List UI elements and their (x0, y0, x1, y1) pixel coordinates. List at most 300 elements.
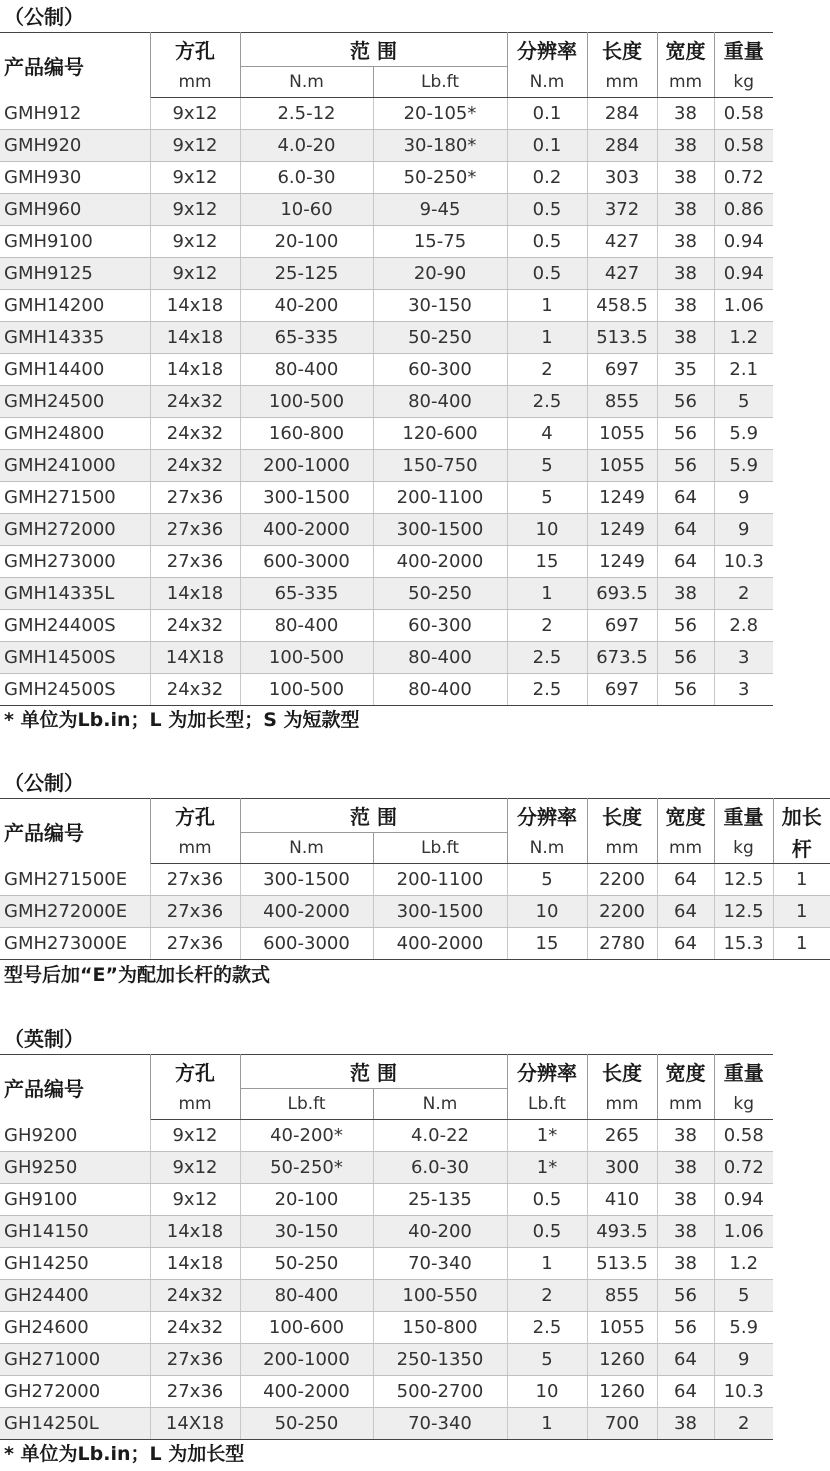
unit-range-2: Lb.ft (373, 833, 507, 864)
cell-width: 38 (657, 258, 714, 290)
cell-range-secondary: 25-135 (373, 1184, 507, 1216)
cell-range-secondary: 80-400 (373, 386, 507, 418)
cell-square-hole: 14x18 (150, 322, 240, 354)
table-row (0, 1152, 773, 1184)
cell-range-primary: 25-125 (240, 258, 373, 290)
cell-range-primary: 300-1500 (240, 482, 373, 514)
cell-range-secondary: 6.0-30 (373, 1152, 507, 1184)
cell-length: 513.5 (587, 322, 657, 354)
header-extension-rod-top: 加长 (773, 799, 830, 833)
cell-square-hole: 27x36 (150, 1376, 240, 1408)
unit-resolution: N.m (507, 833, 587, 864)
cell-weight: 9 (714, 514, 773, 546)
cell-length: 493.5 (587, 1216, 657, 1248)
cell-width: 64 (657, 928, 714, 960)
cell-length: 284 (587, 130, 657, 162)
cell-resolution: 1 (507, 290, 587, 322)
table-row (0, 642, 773, 674)
spec-table-imperial (0, 1054, 773, 1440)
cell-width: 38 (657, 290, 714, 322)
table-row (0, 1280, 773, 1312)
cell-width: 56 (657, 1312, 714, 1344)
cell-product-code: GMH14335L (0, 578, 150, 610)
cell-range-primary: 4.0-20 (240, 130, 373, 162)
cell-resolution: 10 (507, 1376, 587, 1408)
cell-length: 303 (587, 162, 657, 194)
cell-product-code: GMH241000 (0, 450, 150, 482)
cell-range-secondary: 100-550 (373, 1280, 507, 1312)
section-title: （公制） (4, 5, 84, 29)
cell-square-hole: 14x18 (150, 354, 240, 386)
unit-range-2: N.m (373, 1089, 507, 1120)
cell-resolution: 0.5 (507, 226, 587, 258)
cell-range-primary: 200-1000 (240, 1344, 373, 1376)
cell-product-code: GMH272000E (0, 896, 150, 928)
cell-resolution: 2.5 (507, 642, 587, 674)
cell-width: 38 (657, 162, 714, 194)
cell-resolution: 5 (507, 482, 587, 514)
unit-resolution: Lb.ft (507, 1089, 587, 1120)
cell-product-code: GH271000 (0, 1344, 150, 1376)
header-square-hole: 方孔 (150, 1055, 240, 1089)
cell-product-code: GMH24400S (0, 610, 150, 642)
cell-resolution: 1 (507, 1248, 587, 1280)
table-row (0, 514, 773, 546)
cell-range-secondary: 20-90 (373, 258, 507, 290)
table-row (0, 610, 773, 642)
cell-product-code: GH9100 (0, 1184, 150, 1216)
cell-range-primary: 2.5-12 (240, 98, 373, 130)
header-resolution: 分辨率 (507, 33, 587, 67)
cell-weight: 2.1 (714, 354, 773, 386)
cell-length: 1055 (587, 1312, 657, 1344)
cell-range-secondary: 500-2700 (373, 1376, 507, 1408)
cell-product-code: GMH24800 (0, 418, 150, 450)
cell-weight: 1.06 (714, 1216, 773, 1248)
cell-range-secondary: 400-2000 (373, 928, 507, 960)
header-width: 宽度 (657, 1055, 714, 1089)
cell-range-secondary: 300-1500 (373, 514, 507, 546)
cell-range-secondary: 70-340 (373, 1408, 507, 1440)
cell-square-hole: 27x36 (150, 928, 240, 960)
cell-width: 56 (657, 386, 714, 418)
cell-resolution: 1* (507, 1120, 587, 1152)
cell-range-primary: 100-500 (240, 674, 373, 706)
cell-square-hole: 9x12 (150, 1184, 240, 1216)
cell-square-hole: 27x36 (150, 896, 240, 928)
cell-square-hole: 14x18 (150, 1216, 240, 1248)
cell-weight: 15.3 (714, 928, 773, 960)
cell-length: 1260 (587, 1344, 657, 1376)
cell-square-hole: 24x32 (150, 450, 240, 482)
cell-range-primary: 50-250* (240, 1152, 373, 1184)
table-row (0, 1408, 773, 1440)
cell-width: 64 (657, 1376, 714, 1408)
table-row (0, 322, 773, 354)
header-width: 宽度 (657, 33, 714, 67)
cell-range-secondary: 50-250 (373, 578, 507, 610)
cell-range-primary: 200-1000 (240, 450, 373, 482)
cell-resolution: 5 (507, 450, 587, 482)
cell-weight: 1.2 (714, 322, 773, 354)
header-length: 长度 (587, 799, 657, 833)
cell-width: 38 (657, 98, 714, 130)
cell-width: 56 (657, 450, 714, 482)
cell-product-code: GMH960 (0, 194, 150, 226)
cell-resolution: 0.1 (507, 130, 587, 162)
cell-weight: 2 (714, 578, 773, 610)
cell-length: 1055 (587, 418, 657, 450)
cell-extension-rod: 1 (773, 896, 830, 928)
cell-square-hole: 14x18 (150, 290, 240, 322)
cell-range-primary: 80-400 (240, 354, 373, 386)
header-range: 范 围 (240, 33, 507, 67)
cell-length: 427 (587, 226, 657, 258)
cell-weight: 0.94 (714, 226, 773, 258)
cell-width: 64 (657, 482, 714, 514)
cell-range-primary: 10-60 (240, 194, 373, 226)
cell-square-hole: 14X18 (150, 1408, 240, 1440)
cell-range-primary: 65-335 (240, 578, 373, 610)
cell-range-primary: 400-2000 (240, 896, 373, 928)
cell-square-hole: 9x12 (150, 130, 240, 162)
cell-length: 427 (587, 258, 657, 290)
header-length: 长度 (587, 33, 657, 67)
table-row (0, 354, 773, 386)
cell-length: 1249 (587, 482, 657, 514)
cell-length: 300 (587, 1152, 657, 1184)
cell-width: 56 (657, 674, 714, 706)
spec-table-metric (0, 32, 773, 706)
cell-weight: 2 (714, 1408, 773, 1440)
cell-resolution: 0.5 (507, 1216, 587, 1248)
cell-width: 38 (657, 130, 714, 162)
cell-resolution: 0.5 (507, 1184, 587, 1216)
table-row (0, 1184, 773, 1216)
cell-product-code: GMH920 (0, 130, 150, 162)
cell-weight: 10.3 (714, 546, 773, 578)
cell-weight: 0.72 (714, 162, 773, 194)
cell-resolution: 2.5 (507, 674, 587, 706)
cell-weight: 0.58 (714, 130, 773, 162)
cell-range-secondary: 50-250* (373, 162, 507, 194)
cell-square-hole: 9x12 (150, 98, 240, 130)
cell-length: 855 (587, 1280, 657, 1312)
unit-weight: kg (714, 1089, 773, 1120)
cell-range-primary: 100-500 (240, 642, 373, 674)
header-width: 宽度 (657, 799, 714, 833)
cell-product-code: GMH14335 (0, 322, 150, 354)
section-title: （公制） (4, 771, 84, 795)
cell-product-code: GMH14200 (0, 290, 150, 322)
cell-product-code: GMH273000E (0, 928, 150, 960)
cell-range-primary: 6.0-30 (240, 162, 373, 194)
cell-resolution: 5 (507, 864, 587, 896)
cell-weight: 5.9 (714, 418, 773, 450)
cell-resolution: 2.5 (507, 1312, 587, 1344)
cell-extension-rod: 1 (773, 864, 830, 896)
header-weight: 重量 (714, 799, 773, 833)
cell-product-code: GH272000 (0, 1376, 150, 1408)
cell-width: 64 (657, 864, 714, 896)
table-row (0, 578, 773, 610)
cell-range-secondary: 300-1500 (373, 896, 507, 928)
cell-weight: 12.5 (714, 896, 773, 928)
cell-range-secondary: 30-150 (373, 290, 507, 322)
cell-length: 693.5 (587, 578, 657, 610)
cell-range-primary: 65-335 (240, 322, 373, 354)
table-row (0, 130, 773, 162)
cell-range-primary: 100-600 (240, 1312, 373, 1344)
cell-range-primary: 300-1500 (240, 864, 373, 896)
cell-width: 38 (657, 578, 714, 610)
table-row (0, 194, 773, 226)
cell-weight: 0.86 (714, 194, 773, 226)
section-title: （英制） (4, 1027, 84, 1051)
cell-weight: 0.94 (714, 258, 773, 290)
header-length: 长度 (587, 1055, 657, 1089)
cell-weight: 0.58 (714, 98, 773, 130)
unit-range-1: Lb.ft (240, 1089, 373, 1120)
cell-weight: 5 (714, 1280, 773, 1312)
cell-resolution: 10 (507, 896, 587, 928)
cell-length: 1260 (587, 1376, 657, 1408)
cell-resolution: 2 (507, 354, 587, 386)
cell-range-secondary: 40-200 (373, 1216, 507, 1248)
table-row (0, 928, 830, 960)
unit-weight: kg (714, 833, 773, 864)
cell-square-hole: 9x12 (150, 1152, 240, 1184)
table-row (0, 450, 773, 482)
unit-resolution: N.m (507, 67, 587, 98)
header-range: 范 围 (240, 799, 507, 833)
header-extension-rod-bottom: 杆 (773, 833, 830, 864)
cell-range-secondary: 200-1100 (373, 482, 507, 514)
cell-weight: 2.8 (714, 610, 773, 642)
cell-square-hole: 14x18 (150, 1248, 240, 1280)
cell-length: 1055 (587, 450, 657, 482)
cell-extension-rod: 1 (773, 928, 830, 960)
cell-range-secondary: 150-800 (373, 1312, 507, 1344)
cell-range-primary: 30-150 (240, 1216, 373, 1248)
cell-range-secondary: 50-250 (373, 322, 507, 354)
cell-product-code: GMH9125 (0, 258, 150, 290)
cell-length: 2200 (587, 864, 657, 896)
cell-product-code: GH14150 (0, 1216, 150, 1248)
cell-range-secondary: 120-600 (373, 418, 507, 450)
cell-product-code: GMH24500 (0, 386, 150, 418)
cell-product-code: GMH272000 (0, 514, 150, 546)
cell-product-code: GH9200 (0, 1120, 150, 1152)
header-square-hole: 方孔 (150, 799, 240, 833)
cell-product-code: GH14250 (0, 1248, 150, 1280)
cell-resolution: 10 (507, 514, 587, 546)
cell-resolution: 0.5 (507, 194, 587, 226)
cell-width: 38 (657, 1184, 714, 1216)
cell-range-primary: 80-400 (240, 610, 373, 642)
cell-product-code: GH24400 (0, 1280, 150, 1312)
cell-weight: 0.58 (714, 1120, 773, 1152)
cell-product-code: GH9250 (0, 1152, 150, 1184)
header-range: 范 围 (240, 1055, 507, 1089)
footnote: * 单位为Lb.in；L 为加长型；S 为短款型 (4, 709, 360, 731)
cell-range-primary: 400-2000 (240, 514, 373, 546)
cell-square-hole: 27x36 (150, 1344, 240, 1376)
cell-range-secondary: 20-105* (373, 98, 507, 130)
cell-square-hole: 14X18 (150, 642, 240, 674)
footnote: 型号后加“E”为配加长杆的款式 (4, 964, 270, 986)
cell-resolution: 1 (507, 1408, 587, 1440)
table-row (0, 386, 773, 418)
unit-length: mm (587, 67, 657, 98)
cell-length: 2780 (587, 928, 657, 960)
cell-length: 697 (587, 674, 657, 706)
cell-width: 35 (657, 354, 714, 386)
table-row (0, 1216, 773, 1248)
cell-product-code: GMH271500E (0, 864, 150, 896)
table-row (0, 1376, 773, 1408)
cell-range-primary: 20-100 (240, 1184, 373, 1216)
cell-length: 372 (587, 194, 657, 226)
cell-square-hole: 27x36 (150, 514, 240, 546)
cell-resolution: 1 (507, 322, 587, 354)
cell-range-primary: 600-3000 (240, 928, 373, 960)
cell-width: 38 (657, 322, 714, 354)
unit-width: mm (657, 1089, 714, 1120)
cell-width: 38 (657, 1152, 714, 1184)
cell-length: 458.5 (587, 290, 657, 322)
cell-width: 38 (657, 1120, 714, 1152)
cell-range-primary: 20-100 (240, 226, 373, 258)
cell-weight: 5.9 (714, 450, 773, 482)
cell-product-code: GMH271500 (0, 482, 150, 514)
cell-range-primary: 50-250 (240, 1248, 373, 1280)
cell-resolution: 0.5 (507, 258, 587, 290)
cell-product-code: GMH14400 (0, 354, 150, 386)
cell-range-primary: 100-500 (240, 386, 373, 418)
cell-product-code: GMH930 (0, 162, 150, 194)
unit-weight: kg (714, 67, 773, 98)
table-row (0, 546, 773, 578)
cell-range-secondary: 80-400 (373, 642, 507, 674)
cell-product-code: GMH24500S (0, 674, 150, 706)
cell-width: 38 (657, 1216, 714, 1248)
cell-product-code: GMH912 (0, 98, 150, 130)
cell-range-primary: 50-250 (240, 1408, 373, 1440)
table-row (0, 290, 773, 322)
table-row (0, 1312, 773, 1344)
table-row (0, 98, 773, 130)
cell-square-hole: 24x32 (150, 1280, 240, 1312)
cell-width: 56 (657, 418, 714, 450)
unit-width: mm (657, 833, 714, 864)
cell-square-hole: 9x12 (150, 194, 240, 226)
cell-length: 700 (587, 1408, 657, 1440)
cell-length: 513.5 (587, 1248, 657, 1280)
cell-range-secondary: 60-300 (373, 354, 507, 386)
footnote: * 单位为Lb.in；L 为加长型 (4, 1443, 245, 1465)
cell-weight: 3 (714, 642, 773, 674)
table-row (0, 896, 830, 928)
cell-range-secondary: 400-2000 (373, 546, 507, 578)
cell-resolution: 2.5 (507, 386, 587, 418)
cell-square-hole: 27x36 (150, 546, 240, 578)
cell-weight: 0.72 (714, 1152, 773, 1184)
cell-weight: 1.2 (714, 1248, 773, 1280)
cell-square-hole: 9x12 (150, 1120, 240, 1152)
header-resolution: 分辨率 (507, 799, 587, 833)
header-product-code: 产品编号 (0, 33, 150, 98)
cell-resolution: 2 (507, 1280, 587, 1312)
cell-resolution: 2 (507, 610, 587, 642)
unit-range-2: Lb.ft (373, 67, 507, 98)
cell-square-hole: 24x32 (150, 386, 240, 418)
cell-square-hole: 27x36 (150, 864, 240, 896)
cell-weight: 1.06 (714, 290, 773, 322)
cell-weight: 12.5 (714, 864, 773, 896)
cell-weight: 10.3 (714, 1376, 773, 1408)
cell-product-code: GH14250L (0, 1408, 150, 1440)
table-row (0, 226, 773, 258)
table-row (0, 162, 773, 194)
cell-width: 56 (657, 610, 714, 642)
unit-hole: mm (150, 833, 240, 864)
cell-width: 64 (657, 1344, 714, 1376)
cell-width: 38 (657, 194, 714, 226)
table-row (0, 1120, 773, 1152)
cell-resolution: 0.1 (507, 98, 587, 130)
cell-square-hole: 24x32 (150, 610, 240, 642)
cell-length: 265 (587, 1120, 657, 1152)
cell-square-hole: 24x32 (150, 1312, 240, 1344)
cell-length: 1249 (587, 546, 657, 578)
unit-range-1: N.m (240, 833, 373, 864)
unit-hole: mm (150, 1089, 240, 1120)
cell-resolution: 1* (507, 1152, 587, 1184)
header-product-code: 产品编号 (0, 1055, 150, 1120)
cell-range-secondary: 4.0-22 (373, 1120, 507, 1152)
cell-product-code: GMH9100 (0, 226, 150, 258)
cell-weight: 9 (714, 1344, 773, 1376)
header-square-hole: 方孔 (150, 33, 240, 67)
cell-square-hole: 9x12 (150, 162, 240, 194)
table-row (0, 1344, 773, 1376)
header-weight: 重量 (714, 33, 773, 67)
cell-width: 38 (657, 1408, 714, 1440)
table-row (0, 864, 830, 896)
cell-width: 64 (657, 896, 714, 928)
unit-length: mm (587, 1089, 657, 1120)
header-weight: 重量 (714, 1055, 773, 1089)
cell-range-primary: 40-200* (240, 1120, 373, 1152)
cell-range-secondary: 80-400 (373, 674, 507, 706)
cell-range-secondary: 60-300 (373, 610, 507, 642)
cell-weight: 9 (714, 482, 773, 514)
table-row (0, 258, 773, 290)
cell-range-secondary: 30-180* (373, 130, 507, 162)
cell-range-primary: 600-3000 (240, 546, 373, 578)
cell-range-primary: 40-200 (240, 290, 373, 322)
table-row (0, 418, 773, 450)
cell-range-primary: 400-2000 (240, 1376, 373, 1408)
cell-square-hole: 9x12 (150, 226, 240, 258)
cell-resolution: 4 (507, 418, 587, 450)
cell-width: 64 (657, 514, 714, 546)
spec-table-metric-extended (0, 798, 830, 960)
cell-length: 673.5 (587, 642, 657, 674)
cell-length: 697 (587, 610, 657, 642)
unit-width: mm (657, 67, 714, 98)
